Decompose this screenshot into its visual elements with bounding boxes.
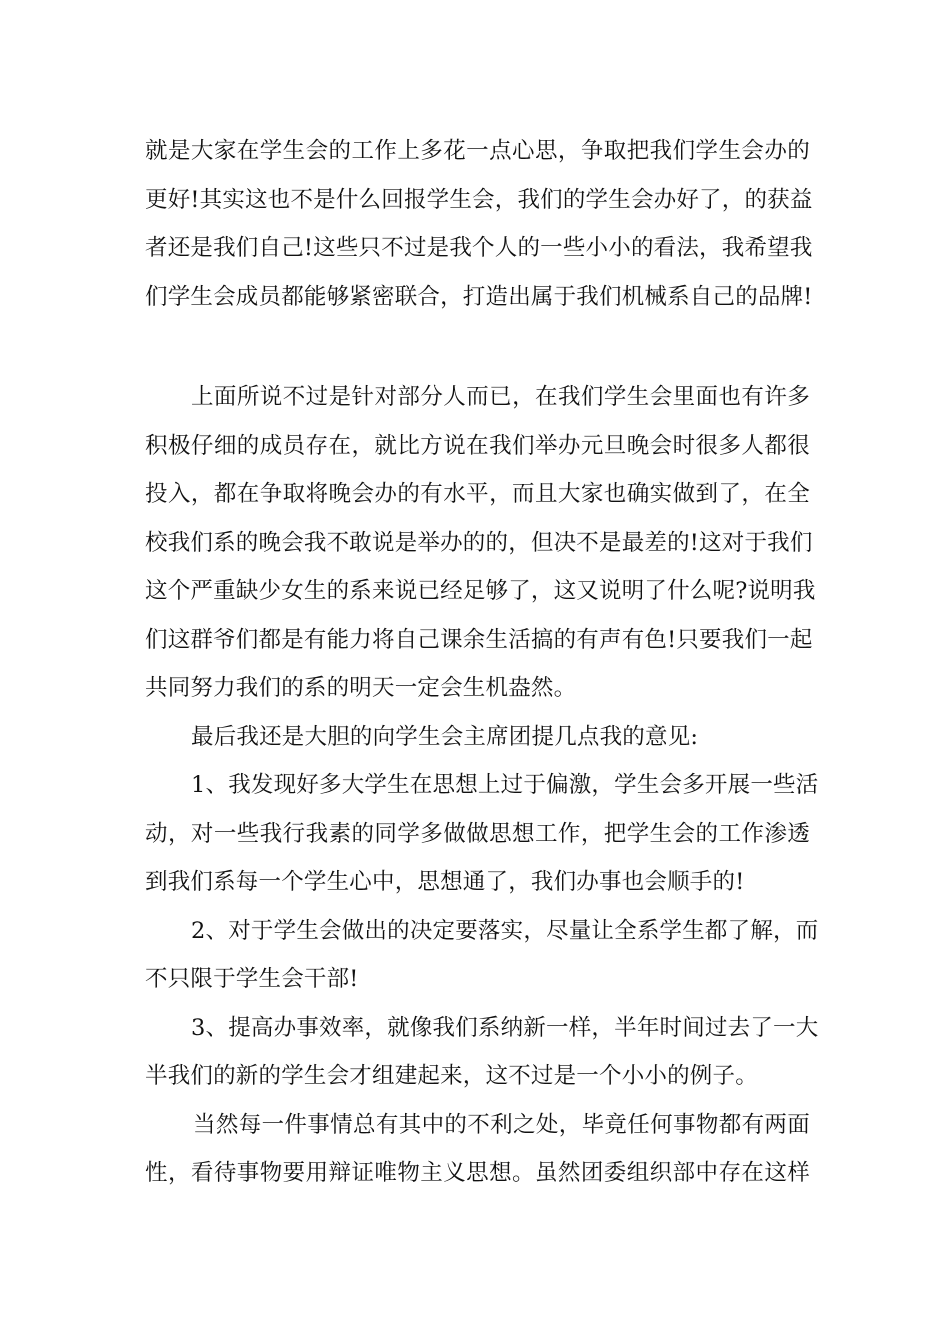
paragraph-7 — [145, 1101, 810, 1198]
text-line: 1、我发现好多大学生在思想上过于偏激，学生会多开展一些活 — [191, 772, 819, 798]
text-line: 2、对于学生会做出的决定要落实，尽量让全系学生都了解，而 — [191, 917, 819, 944]
paragraph-5 — [145, 907, 819, 1004]
text-line: 们学生会成员都能够紧密联合，打造出属于我们机械系自己的品牌! — [145, 283, 813, 310]
text-line: 最后我还是大胆的向学生会主席团提几点我的意见: — [191, 723, 699, 750]
text-line: 共同努力我们的系的明天一定会生机盎然。 — [145, 675, 577, 701]
text-line: 不只限于学生会干部! — [145, 966, 359, 992]
text-line: 更好!其实这也不是什么回报学生会，我们的学生会办好了，的获益 — [145, 186, 813, 213]
text-block-main — [145, 373, 819, 1198]
text-line: 3、提高办事效率，就像我们系纳新一样，半年时间过去了一大 — [191, 1014, 819, 1041]
text-line: 投入，都在争取将晚会办的有水平，而且大家也确实做到了，在全 — [145, 481, 810, 507]
text-line: 们这群爷们都是有能力将自己课余生活搞的有声有色!只要我们一起 — [145, 626, 813, 653]
paragraph-1 — [145, 127, 813, 321]
text-line: 校我们系的晚会我不敢说是举办的的，但决不是最差的!这对于我们 — [145, 529, 813, 556]
text-line: 上面所说不过是针对部分人而已，在我们学生会里面也有许多 — [191, 384, 810, 410]
text-line: 动，对一些我行我素的同学多做做思想工作，把学生会的工作渗透 — [145, 820, 810, 847]
text-line: 就是大家在学生会的工作上多花一点心思，争取把我们学生会办的 — [145, 138, 810, 164]
paragraph-4 — [145, 761, 819, 907]
text-line: 者还是我们自己!这些只不过是我个人的一些小小的看法，我希望我 — [145, 235, 813, 261]
text-line: 半我们的新的学生会才组建起来，这不过是一个小小的例子。 — [145, 1063, 758, 1089]
paragraph-3 — [145, 713, 810, 762]
text-line: 当然每一件事情总有其中的不利之处，毕竟任何事物都有两面 — [193, 1111, 810, 1138]
text-line: 积极仔细的成员存在，就比方说在我们举办元旦晚会时很多人都很 — [145, 432, 810, 459]
text-line: 性，看待事物要用辩证唯物主义思想。虽然团委组织部中存在这样 — [145, 1160, 810, 1186]
text-line: 到我们系每一个学生心中，思想通了，我们办事也会顺手的! — [145, 869, 745, 895]
paragraph-6 — [145, 1004, 819, 1101]
text-block-top — [145, 127, 813, 321]
paragraph-2 — [145, 373, 816, 713]
text-line: 这个严重缺少女生的系来说已经足够了，这又说明了什么呢?说明我 — [145, 578, 816, 604]
